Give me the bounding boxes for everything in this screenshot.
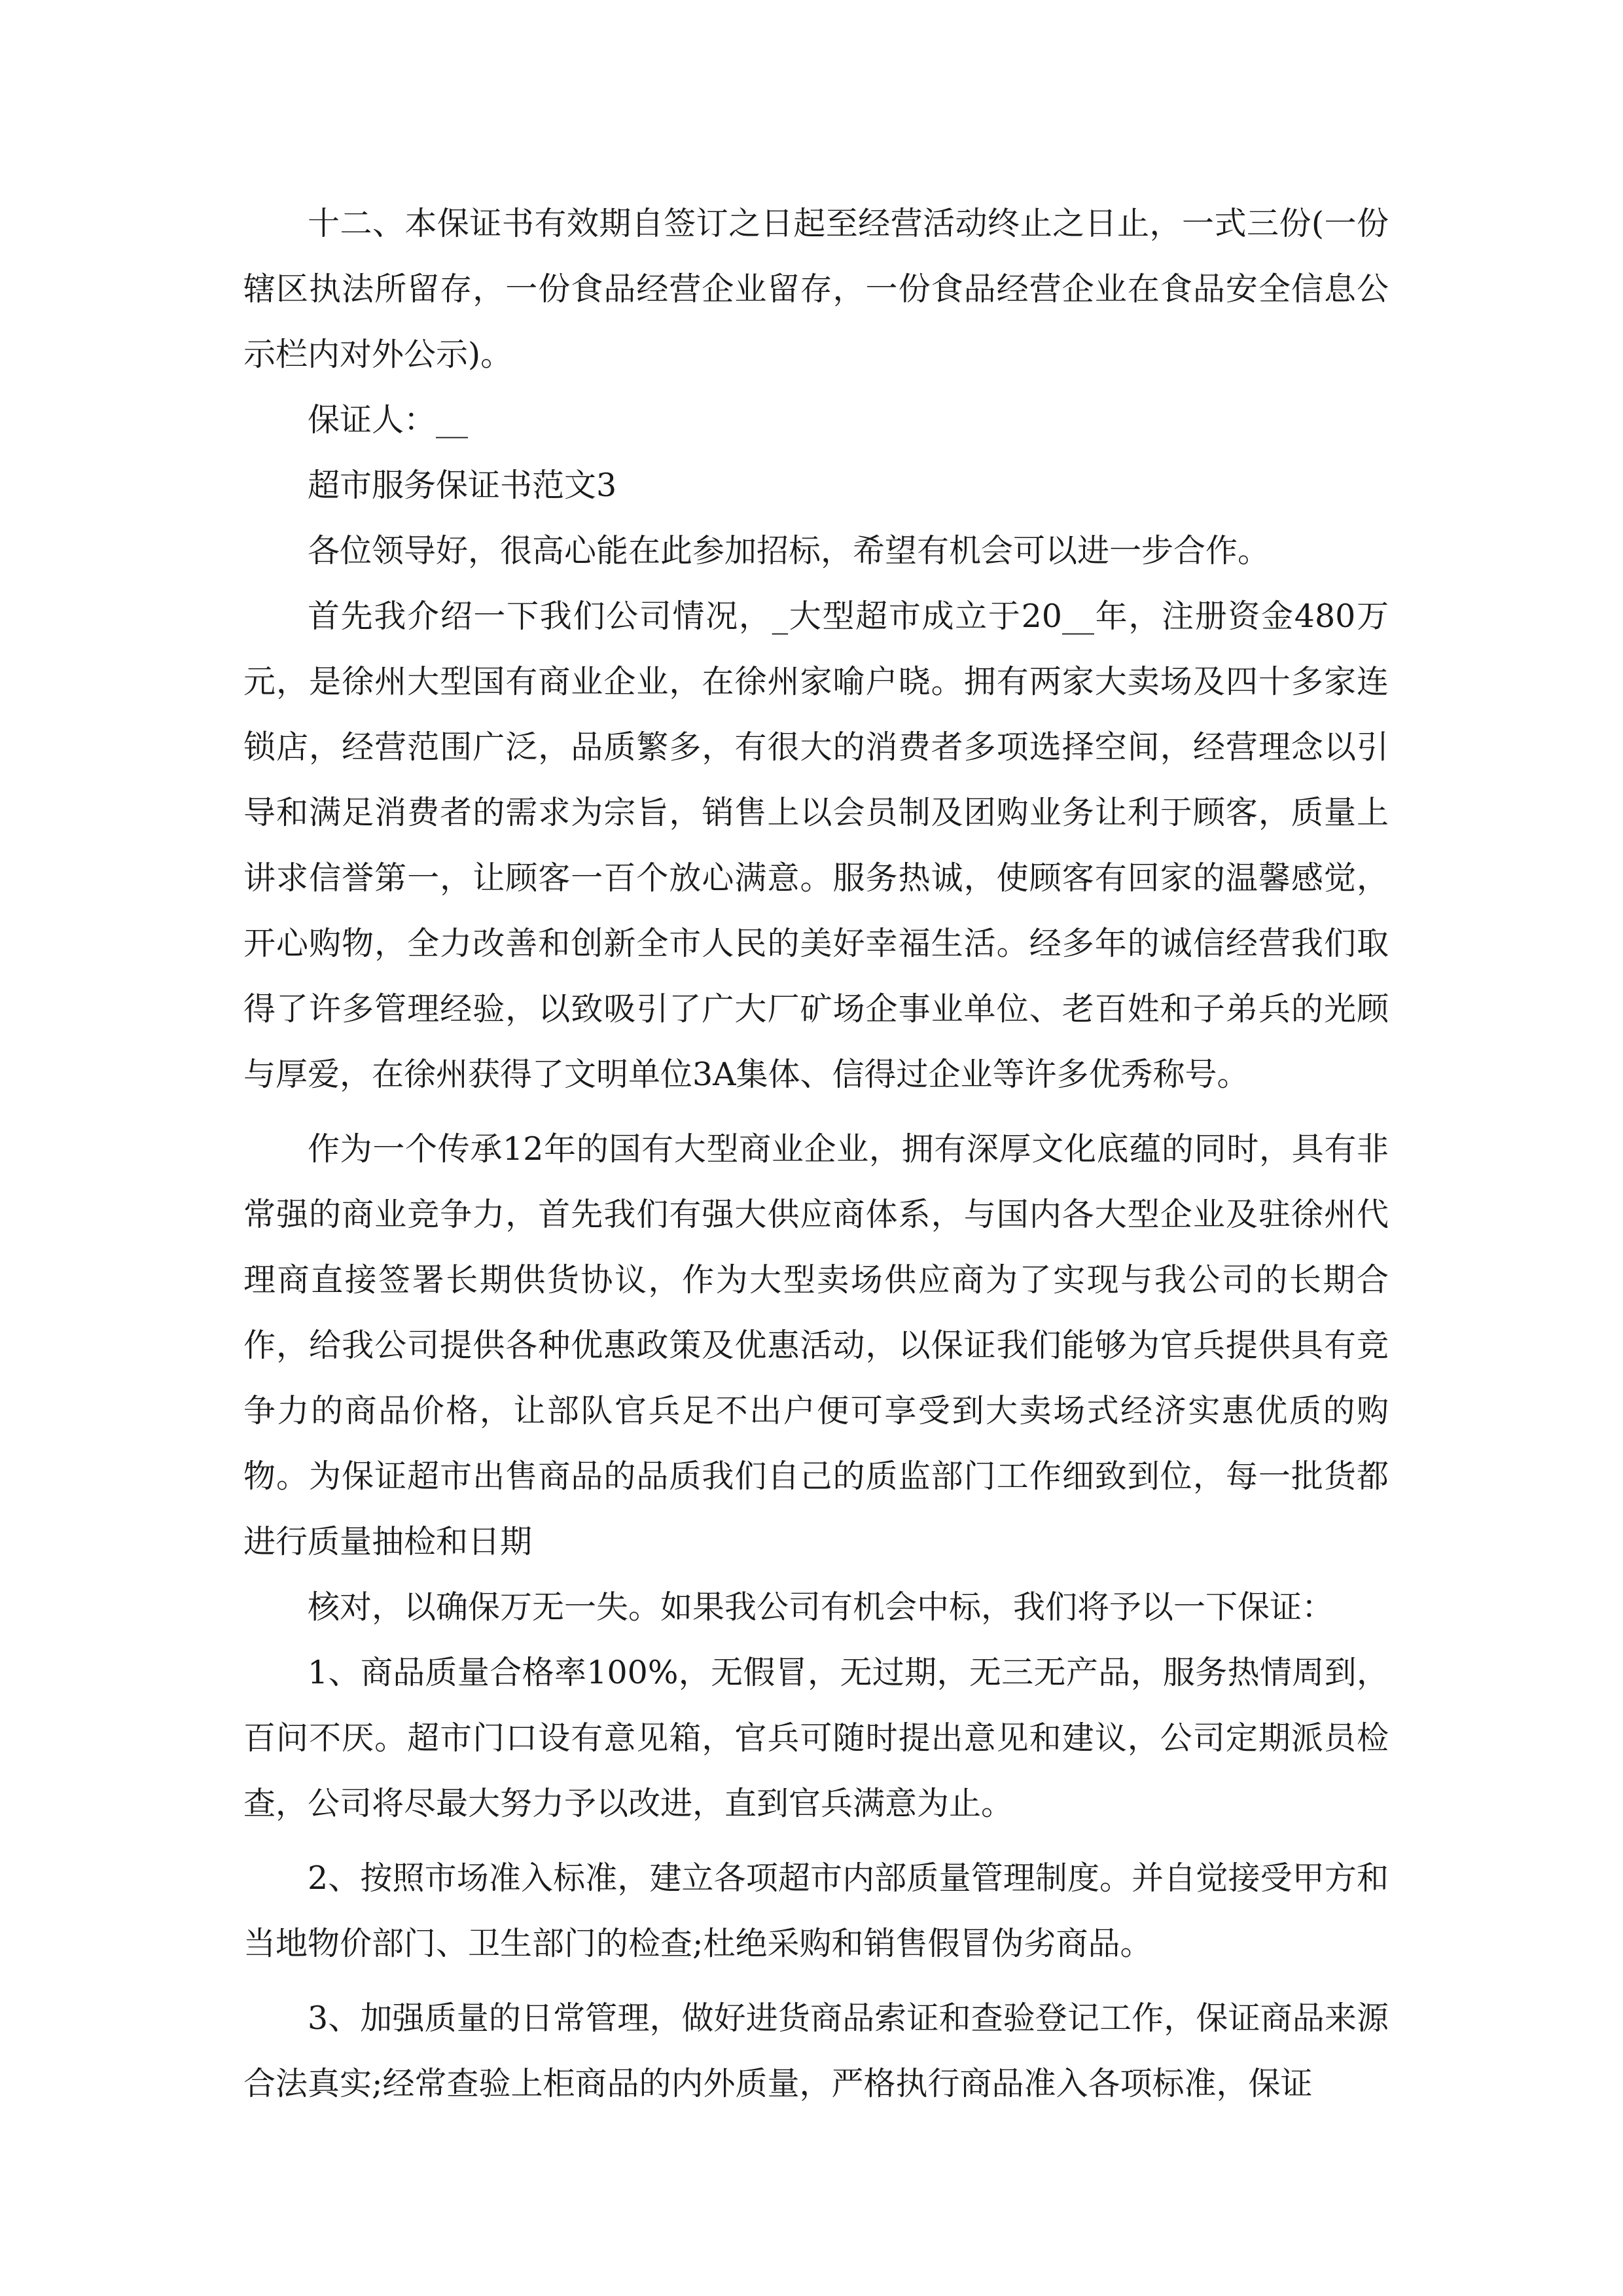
paragraph-greeting: 各位领导好，很高心能在此参加招标，希望有机会可以进一步合作。 (308, 532, 1270, 569)
paragraph-guarantee-3: 3、加强质量的日常管理，做好进货商品索证和查验登记工作，保证商品来源合法真实;经常查验上柜商品的内外质量，严格执行商品准入各项标准，保证 (243, 2000, 1389, 2102)
paragraph-company-intro: 首先我介绍一下我们公司情况，_大型超市成立于20__年，注册资金480万元，是徐州大型国有商业企业，在徐州家喻户晓。拥有两家大卖场及四十多家连锁店，经营范围广泛，品质繁多，有很大的消费者多项选择空间，经营理念以引导和满足消费者的需求为宗旨，销售上以会员制及团购业务让利于顾客，质量上讲求信誉第一，让顾客一百个放心满意。服务热诚，使顾客有回家的温馨感觉，开心购物，全力改善和创新全市人民的美好幸福生活。经多年的诚信经营我们取得了许多管理经验，以致吸引了广大厂矿场企事业单位、老百姓和子弟兵的光顾与厚爱，在徐州获得了文明单位3A集体、信得过企业等许多优秀称号。 (243, 598, 1389, 1093)
paragraph-guarantee-1: 1、商品质量合格率100%，无假冒，无过期，无三无产品，服务热情周到，百问不厌。超市门口设有意见箱，官兵可随时提出意见和建议，公司定期派员检查，公司将尽最大努力予以改进，直到官兵满意为止。 (243, 1654, 1389, 1822)
paragraph-competitiveness: 作为一个传承12年的国有大型商业企业，拥有深厚文化底蕴的同时，具有非常强的商业竞争力，首先我们有强大供应商体系，与国内各大型企业及驻徐州代理商直接签署长期供货协议，作为大型卖场供应商为了实现与我公司的长期合作，给我公司提供各种优惠政策及优惠活动，以保证我们能够为官兵提供具有竞争力的商品价格，让部队官兵足不出户便可享受到大卖场式经济实惠优质的购物。为保证超市出售商品的品质我们自己的质监部门工作细致到位，每一批货都进行质量抽检和日期 (243, 1130, 1389, 1560)
paragraph-section-title: 超市服务保证书范文3 (308, 467, 617, 504)
document-body (243, 191, 1389, 2117)
paragraph-verification: 核对，以确保万无一失。如果我公司有机会中标，我们将予以一下保证： (308, 1588, 1334, 1626)
paragraph-validity-clause: 十二、本保证书有效期自签订之日起至经营活动终止之日止，一式三份(一份辖区执法所留存，一份食品经营企业留存，一份食品经营企业在食品安全信息公示栏内对外公示)。 (243, 205, 1389, 373)
paragraph-guarantee-2: 2、按照市场准入标准，建立各项超市内部质量管理制度。并自觉接受甲方和当地物价部门、卫生部门的检查;杜绝采购和销售假冒伪劣商品。 (243, 1859, 1389, 1962)
paragraph-guarantor: 保证人：__ (308, 401, 469, 439)
